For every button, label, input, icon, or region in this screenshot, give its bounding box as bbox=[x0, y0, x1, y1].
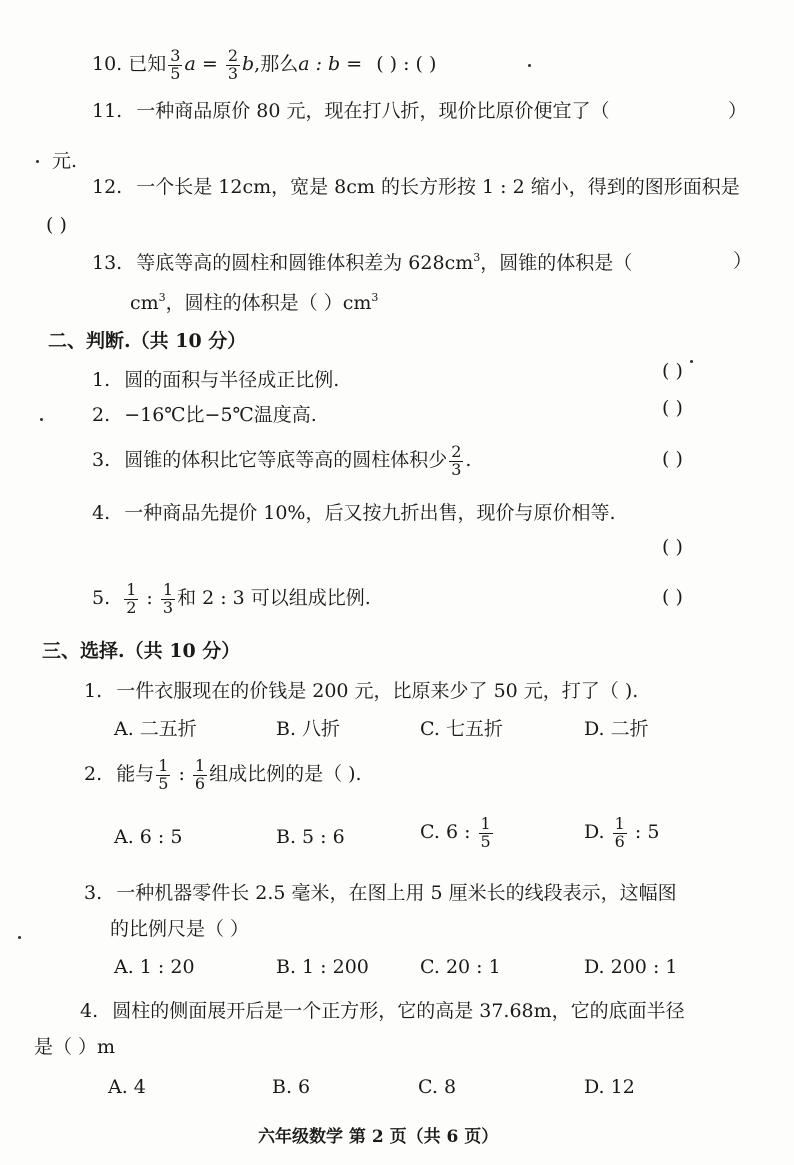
option-d[interactable]: D. 二折 bbox=[584, 718, 649, 740]
scan-speck bbox=[690, 360, 693, 363]
question-number: 5. bbox=[92, 587, 111, 609]
question-number: 12. bbox=[92, 176, 123, 198]
option-label: C. 6 : bbox=[420, 821, 471, 843]
page-footer: 六年级数学 第 2 页（共 6 页） bbox=[258, 1127, 499, 1147]
question-text: 一种商品先提价 10%，后又按九折出售，现价与原价相等. bbox=[124, 502, 616, 524]
question-12 bbox=[92, 172, 740, 199]
fraction: $\frac{1}{6}$ bbox=[614, 813, 625, 851]
question-continuation: 元. bbox=[52, 150, 78, 172]
answer-paren[interactable]: ( ) bbox=[662, 586, 683, 608]
option-c[interactable] bbox=[420, 812, 495, 852]
question-number: 4. bbox=[92, 502, 111, 524]
fraction: $\frac{1}{5}$ bbox=[158, 755, 169, 793]
fraction: $\frac{2}{3}$ bbox=[451, 441, 462, 479]
scan-speck bbox=[40, 418, 43, 421]
question-text: 一种机器零件长 2.5 毫米，在图上用 5 厘米长的线段表示，这幅图 bbox=[116, 882, 677, 904]
question-text: 组成比例的是（ ). bbox=[209, 763, 362, 785]
superscript: 3 bbox=[473, 251, 481, 264]
option-b[interactable]: B. 八折 bbox=[276, 718, 341, 740]
fraction: $\frac{1}{2}$ bbox=[126, 579, 137, 617]
option-d[interactable]: D. 200 : 1 bbox=[584, 956, 678, 978]
option-c[interactable]: C. 20 : 1 bbox=[420, 956, 501, 978]
option-b[interactable]: B. 5 : 6 bbox=[276, 826, 345, 848]
scan-speck bbox=[18, 936, 21, 939]
answer-paren[interactable]: ( ) bbox=[662, 448, 683, 470]
choice-question-1 bbox=[84, 676, 638, 703]
question-number: 2. bbox=[92, 404, 111, 426]
question-text: 一个长是 12cm，宽是 8cm 的长方形按 1 : 2 缩小，得到的图形面积是 bbox=[136, 176, 740, 198]
option-label: D. bbox=[584, 821, 605, 843]
question-number: 3. bbox=[84, 882, 103, 904]
answer-blank-close[interactable]: ） bbox=[733, 250, 753, 272]
scan-speck bbox=[528, 64, 531, 67]
question-text: 一件衣服现在的价钱是 200 元，比原来少了 50 元，打了（ ). bbox=[116, 680, 639, 702]
option-a[interactable]: A. 二五折 bbox=[114, 718, 197, 740]
question-text: 圆柱的侧面展开后是一个正方形，它的高是 37.68m，它的底面半径 bbox=[112, 1000, 685, 1022]
variable-b: b bbox=[242, 53, 255, 75]
choice-question-4 bbox=[80, 996, 685, 1023]
question-text: 已知 bbox=[128, 53, 167, 75]
option-b[interactable]: B. 6 bbox=[272, 1076, 311, 1098]
judgement-item-2 bbox=[92, 400, 317, 427]
question-text: ，圆锥的体积是（ bbox=[480, 252, 633, 274]
option-d[interactable] bbox=[584, 812, 659, 852]
question-text: 能与 bbox=[116, 763, 155, 785]
punctuation: . bbox=[465, 449, 472, 471]
answer-blank-close[interactable]: ） bbox=[728, 100, 748, 122]
fraction: $\frac{1}{6}$ bbox=[194, 755, 206, 793]
answer-paren[interactable]: ( ) bbox=[662, 536, 683, 558]
judgement-item-4 bbox=[92, 498, 616, 525]
question-text: 一种商品原价 80 元，现在打八折，现价比原价便宜了（ bbox=[136, 100, 610, 122]
question-text: ,那么 bbox=[254, 53, 299, 75]
option-c[interactable]: C. 8 bbox=[418, 1076, 457, 1098]
question-continuation: 是（ ）m bbox=[34, 1036, 116, 1058]
question-number: 11. bbox=[92, 100, 123, 122]
judgement-item-1 bbox=[92, 365, 339, 392]
question-10 bbox=[92, 44, 436, 84]
unit-text: cm bbox=[130, 292, 159, 314]
option-a[interactable]: A. 4 bbox=[108, 1076, 146, 1098]
question-number: 1. bbox=[92, 369, 111, 391]
section-heading-judgement: 二、判断.（共 10 分） bbox=[48, 330, 247, 352]
scan-speck bbox=[36, 160, 39, 163]
question-text: 等底等高的圆柱和圆锥体积差为 628cm bbox=[136, 252, 474, 274]
answer-blank[interactable]: ，圆柱的体积是（ ）cm bbox=[165, 292, 372, 314]
question-number: 2. bbox=[84, 763, 103, 785]
answer-blank[interactable]: ( ) bbox=[46, 214, 67, 236]
section-heading-choice: 三、选择.（共 10 分） bbox=[42, 640, 241, 662]
ratio-colon: : bbox=[178, 763, 185, 785]
ratio-colon: : bbox=[146, 587, 153, 609]
question-number: 3. bbox=[92, 449, 111, 471]
fraction: $\frac{1}{3}$ bbox=[162, 579, 174, 617]
answer-blank[interactable]: ( ) : ( ) bbox=[376, 53, 437, 75]
variable-a: a bbox=[184, 53, 196, 75]
question-text: −16℃比−5℃温度高. bbox=[124, 404, 317, 426]
fraction: $\frac{2}{3}$ bbox=[227, 45, 238, 83]
fraction: $\frac{1}{5}$ bbox=[480, 813, 491, 851]
choice-question-2 bbox=[84, 754, 362, 794]
equals-sign: = bbox=[201, 53, 218, 75]
ratio-expression: a : b = bbox=[298, 53, 363, 75]
superscript: 3 bbox=[371, 291, 379, 304]
judgement-item-5 bbox=[92, 578, 371, 618]
question-number: 1. bbox=[84, 680, 103, 702]
question-text: 圆锥的体积比它等底等高的圆柱体积少 bbox=[124, 449, 448, 471]
superscript: 3 bbox=[158, 291, 166, 304]
option-c[interactable]: C. 七五折 bbox=[420, 718, 503, 740]
choice-question-3 bbox=[84, 878, 677, 905]
question-continuation bbox=[130, 288, 378, 315]
fraction: $\frac{3}{5}$ bbox=[170, 45, 181, 83]
answer-paren[interactable]: ( ) bbox=[662, 397, 683, 419]
question-number: 13. bbox=[92, 252, 123, 274]
question-number: 10. bbox=[92, 53, 123, 75]
question-13 bbox=[92, 248, 632, 275]
question-11 bbox=[92, 96, 610, 123]
answer-paren[interactable]: ( ) bbox=[662, 360, 683, 382]
option-d[interactable]: D. 12 bbox=[584, 1076, 635, 1098]
question-text: 和 2 : 3 可以组成比例. bbox=[177, 587, 371, 609]
question-continuation: 的比例尺是（ ） bbox=[110, 918, 250, 940]
option-text: : 5 bbox=[634, 821, 660, 843]
option-b[interactable]: B. 1 : 200 bbox=[276, 956, 369, 978]
question-text: 圆的面积与半径成正比例. bbox=[124, 369, 340, 391]
option-a[interactable]: A. 1 : 20 bbox=[114, 956, 195, 978]
question-number: 4. bbox=[80, 1000, 99, 1022]
judgement-item-3 bbox=[92, 440, 471, 480]
option-a[interactable]: A. 6 : 5 bbox=[114, 826, 183, 848]
